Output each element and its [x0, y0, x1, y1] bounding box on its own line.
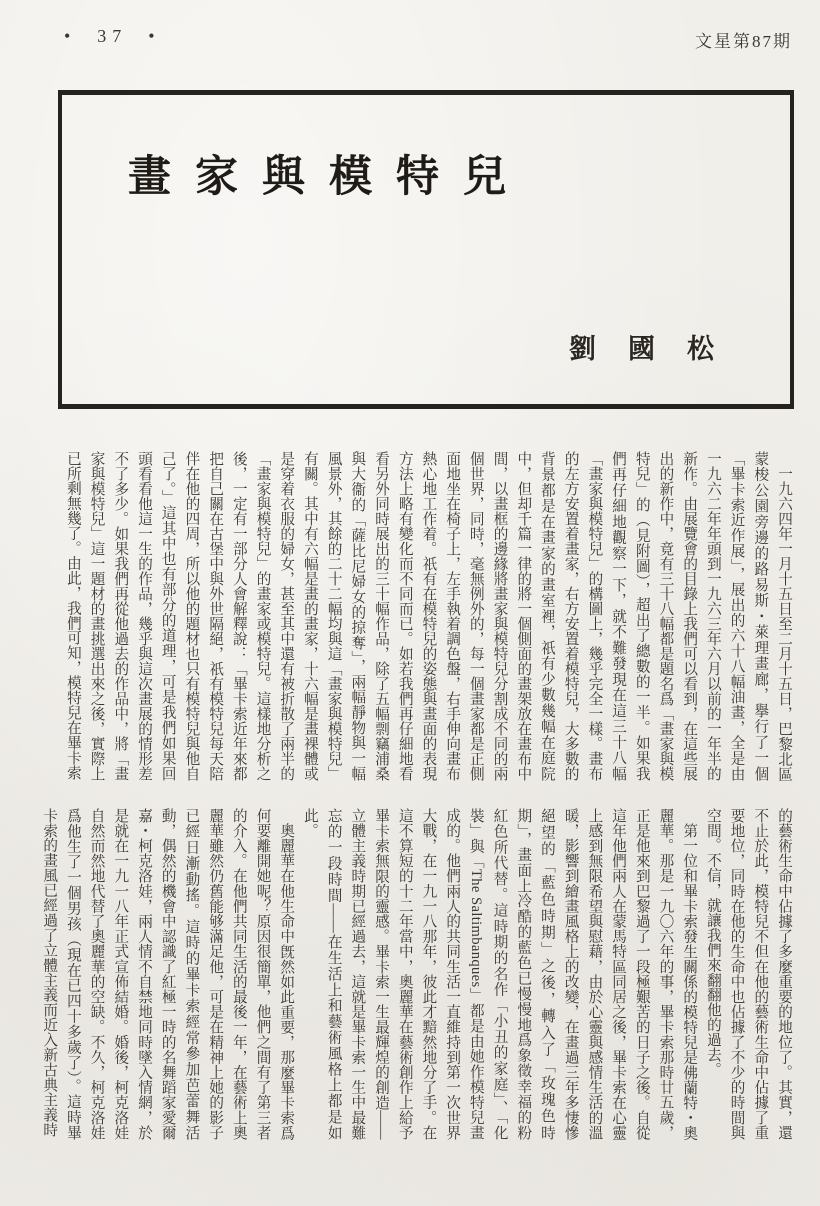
article-author: 劉國松: [569, 334, 746, 364]
article-title: 畫家與模特兒: [128, 154, 530, 201]
article-paragraph-3: 奧麗華在他生命中旣然如此重要，那麼畢卡索爲何要離開她呢？原因很簡單，他們之間有了第三者的介入。在他們共同生活的最後一年，在藝術上奧麗華雖然仍舊能够滿足他，可是在精神上她的影子已經日漸動搖。這時的畢卡索經常參加芭蕾舞活動，偶然的機會中認識了紅極一時的名舞蹈家愛爾嘉・柯克洛娃，兩人情不自禁地同時墜入情網，於是就在一九一八年正式宣佈結婚。婚後，柯克洛娃自然而然地代替了奧麗華的空缺。不久，柯克洛娃爲他生了一個男孩（現在已四十多歲了）。這時畢卡索的畫風已經過了立體主義而近入新古典主義時: [41, 808, 295, 1140]
article-paragraph-1: 一九六四年一月十五日至二月十五日，巴黎北區蒙梭公園旁邊的路易斯・萊理畫廊，擧行了一個「畢卡索近作展」，展出的六十八幅油畫，全是由一九六二年年頭到一九六三年六月以前的一年半的新作。由展覽會的目錄上我們可以看到，在這些展出的新作中，竟有三十八幅都是題名爲「畫家與模特兒」的（見附圖），超出了總數的一半。如果我們再仔細地觀察一下，就不難發現在這三十八幅「畫家與模特兒」的構圖上，幾乎完全一樣。畫布的左方安置着畫家，右方安置着模特兒，大多數的背景都是在畫家的畫室裡，祇有少數幾幅在庭院中，但却千篇一律的將一個側面的畫架放在畫布中間，以畫框的邊緣將畫家與模特兒分割成不同的兩個世界，同時，毫無例外的，每一個畫家都是正側面地坐在椅子上，左手執着調色盤，右手伸向畫布熱心地工作着。祇有在模特兒的姿態與畫面的表現方法上略有變化而不同而已。如若我們再仔細地看看另外同時展出的三十幅作品，除了五幅剽竊浦桑與大衞的「薩比尼婦女的掠奪」，兩幅靜物與一幅風景外，其餘的二十二幅均與這「畫家與模特兒」有關。其中有六幅是畫的畫家，十六幅是畫裸體或是穿着衣服的婦女，甚至其中還有被折散了兩半的「畫家與模特兒」的畫家或模特兒。這樣地分析之後，一定有一部分人會解釋說：「畢卡索近年來都把自己關在古堡中與外世隔絕，祇有模特兒每天陪伴在他的四周，所以他的題材也只有模特兒與他自己了。」這其中也有部分的道理，可是我們如果回頭看看他這一生的作品，幾乎與這次畫展的情形差不了多少。如果我們再從他過去的作品中，將「畫家與模特兒」這一題材的畫挑選出來之後，實際上已所剩無幾了。由此，我們可知，模特兒在畢卡索: [64, 451, 792, 781]
article-paragraph-2: 第一位和畢卡索發生關係的模特兒是佛蘭特・奧麗華。那是一九〇六年的事，畢卡索那時廿五歲，正是他來到巴黎過了一段極艱苦的日子之後。自從這年他們兩人在蒙馬特區同居之後，畢卡索在心靈上感到無限希望與慰藉，由於心靈與感情生活的溫暖，影響到繪畫風格上的改變，在畫過三年多悽慘絕望的「藍色時期」之後，轉入了「玫瑰色時期」，畫面上冷酷的藍色已慢慢地爲象徵幸福的粉紅色所代替。這時期的名作「小丑的家庭」、「化裝」與「The Saltimbanques」都是由她作模特兒畫成的。他們兩人的共同生活一直維持到第一次世界大戰，在一九一八那年，彼此才黯然地分了手。在這不算短的十二年當中，奧麗華在藝術創作上給予畢卡索無限的靈感。畢卡索一生最輝煌的創造——立體主義時期已經過去，這就是畢卡索一生中最難忘的一段時間——在生活上和藝術風格上都是如此。: [301, 808, 698, 1140]
article-lower-block: [41, 808, 795, 1140]
article-paragraph-1-continued: 的藝術生命中佔據了多麼重要的地位了。其實，還不止於此，模特兒不但在他的藝術生命中佔據了重要地位，同時在他的生命中也佔據了不少的時間與空間。不信，就讓我們來翻翻他的過去。: [704, 808, 792, 1140]
article-upper-block: [60, 451, 795, 781]
page-number: • 37 •: [64, 26, 161, 46]
magazine-issue-label: 文星第87期: [695, 32, 792, 51]
article-title-box: [58, 90, 794, 409]
